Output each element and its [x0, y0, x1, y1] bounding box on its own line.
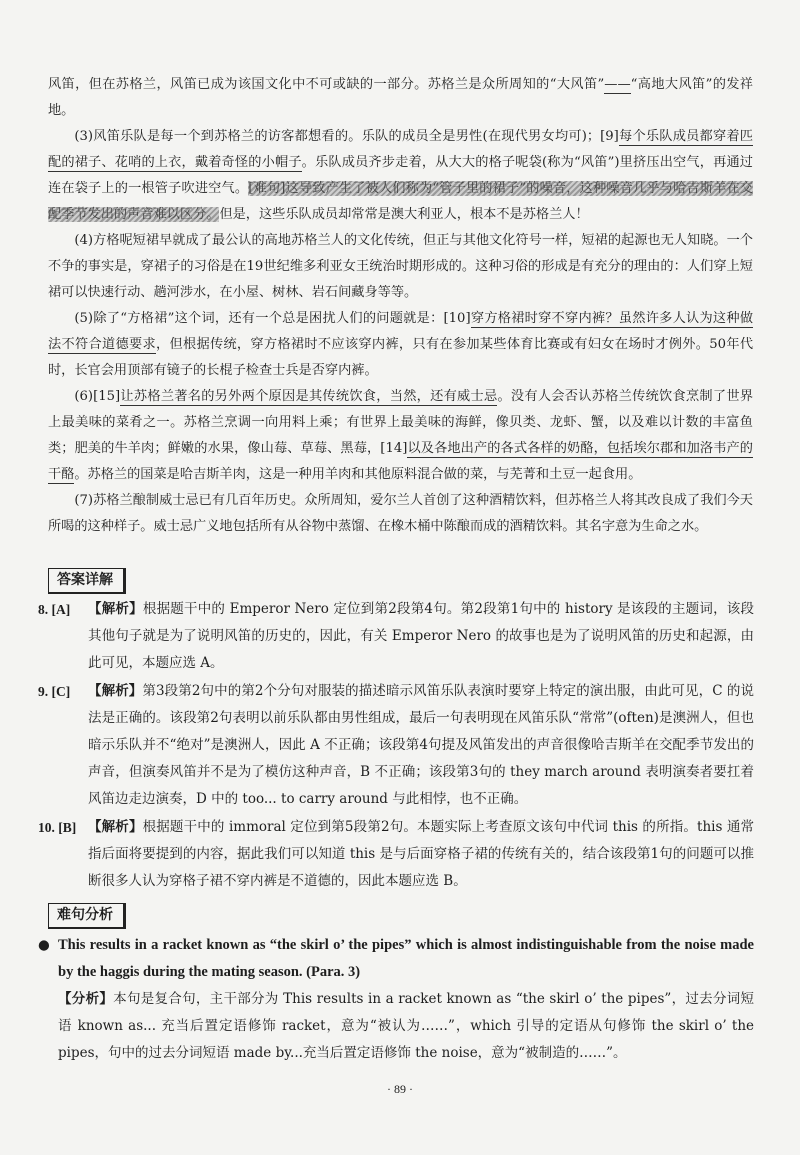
text-span: “高地大风笛”的发祥地。: [48, 77, 753, 118]
translation-section: [48, 72, 753, 540]
translation-paragraph: [48, 72, 753, 124]
analysis-tag: 【解析】: [88, 683, 143, 699]
difficult-sentence-text: This results in a racket known as “the skirl o’ the pipes” which is almost indistinguishable from the noise made by the haggis during the mating season. (Para. 3): [58, 937, 754, 980]
analysis-tag: 【解析】: [88, 819, 143, 835]
analysis-tag: 【解析】: [88, 601, 143, 617]
difficult-sentence-row: [38, 932, 754, 986]
answer-body: [88, 678, 754, 813]
translation-paragraph: (4)方格呢短裙早就成了最公认的高地苏格兰人的文化传统，但正与其他文化符号一样，短裙的起源也无人知晓。一个不争的事实是，穿裙子的习俗是在19世纪维多利亚女王统治时期形成的。这种习俗的形成是有充分的理由的：人们穿上短裙可以快速行动、趟河涉水，在小屋、树林、岩石间藏身等等。: [48, 233, 753, 300]
underlined-text: 每个乐队成员都穿着匹配的裙子、花哨的上衣，戴着奇怪的小帽子: [48, 129, 753, 170]
answer-number: 8. [A]: [38, 602, 71, 617]
underlined-text: ——: [604, 77, 631, 92]
bullet-icon: ●: [38, 937, 50, 953]
answer-body: [88, 596, 754, 677]
answer-text: 根据题干中的 immoral 定位到第5段第2句。本题实际上考查原文该句中代词 this 的所指。this 通常指后面将要提到的内容，据此我们可以知道 this 是与后面穿格子裙的传统有关的，结合该段第1句的问题可以推断很多人认为穿格子裙不穿内裤是不道德的，因此本题应选 B。: [88, 819, 755, 889]
answer-item: [38, 814, 754, 895]
text-span: 但是，这些乐队成员却常常是澳大利亚人，根本不是苏格兰人！: [219, 207, 589, 222]
difficult-sentence-section: [38, 932, 754, 1067]
text-span: ，但根据传统，穿方格裙时不应该穿内裤，只有在参加某些体育比赛或有妇女在场时才例外。50年代时，长官会用顶部有镜子的长棍子检查士兵是否穿内裤。: [48, 337, 754, 378]
analysis-tag: 【分析】: [58, 991, 114, 1007]
difficult-sentence-analysis: [38, 986, 754, 1067]
answer-item: [38, 596, 754, 677]
translation-paragraph: [48, 306, 753, 384]
underlined-text: 让苏格兰著名的另外两个原因是其传统饮食，当然，还有威士忌: [120, 389, 498, 404]
answer-item: [38, 678, 754, 813]
text-span: (6)[15]: [74, 389, 121, 404]
answer-text: 第3段第2句中的第2个分句对服装的描述暗示风笛乐队表演时要穿上特定的演出服，由此可见，C 的说法是正确的。该段第2句表明以前乐队都由男性组成，最后一句表明现在风笛乐队“常常”(often)是澳洲人，但也暗示乐队并不“绝对”是澳洲人，因此 A 不正确；该段第4句提及风笛发出的声音很像哈吉斯羊在交配季节发出的声音，但演奏风笛并不是为了模仿这种声音，B 不正确；该段第3句的 they march around 表明演奏者要扛着风笛边走边演奏，D 中的 too... to carry around 与此相悖，也不正确。: [88, 683, 755, 807]
page-number: · 89 ·: [387, 1082, 413, 1096]
highlighted-difficult-sentence: [难句]这导致产生了被人们称为“管子里的裙子”的噪音，这种噪音几乎与哈吉斯羊在交配季节发出的声音难以区分。: [48, 181, 753, 222]
answers-heading: 答案详解: [48, 568, 126, 594]
text-span: 。苏格兰的国菜是哈吉斯羊肉，这是一种用羊肉和其他原料混合做的菜，与芜菁和土豆一起食用。: [74, 467, 642, 482]
underlined-text: 以及各地出产的各式各样的奶酪，包括埃尔郡和加洛韦产的干酪: [48, 441, 753, 482]
answer-body: [88, 814, 754, 895]
translation-paragraph: [48, 384, 753, 488]
difficult-sentence-heading: 难句分析: [48, 903, 126, 929]
translation-paragraph: [48, 124, 753, 228]
answer-number: 10. [B]: [38, 820, 77, 835]
text-span: 。没有人会否认苏格兰传统饮食烹制了世界上最美味的菜肴之一。苏格兰烹调一向用料上乘；有世界上最美味的海鲜，像贝类、龙虾、蟹，以及难以计数的丰富鱼类；肥美的牛羊肉；鲜嫩的水果，像山莓、草莓、黑莓，[14]: [48, 389, 754, 456]
text-span: (3)风笛乐队是每一个到苏格兰的访客都想看的。乐队的成员全是男性(在现代男女均可)；[9]: [74, 129, 619, 144]
underlined-text: 穿方格裙时穿不穿内裤？虽然许多人认为这种做法不符合道德要求: [48, 311, 754, 352]
text-span: 风笛，但在苏格兰，风笛已成为该国文化中不可或缺的一部分。苏格兰是众所周知的“大风笛”: [48, 77, 605, 92]
analysis-text: 本句是复合句，主干部分为 This results in a racket known as “the skirl o’ the pipes”，过去分词短语 known as... 充当后置定语修饰 racket，意为“被认为……”，which 引导的定语从句修饰 the skirl o’ the pipes，句中的过去分词短语 made by...充当后置定语修饰 the noise，意为“被制造的……”。: [58, 991, 755, 1061]
text-span: 。乐队成员齐步走着，从大大的格子呢袋(称为“风笛”)里挤压出空气，再通过连在袋子上的一根管子吹进空气。: [48, 155, 753, 196]
answers-section: [38, 596, 754, 896]
text-span: (5)除了“方格裙”这个词，还有一个总是困扰人们的问题就是：[10]: [74, 311, 471, 326]
translation-paragraph: (7)苏格兰酿制威士忌已有几百年历史。众所周知，爱尔兰人首创了这种酒精饮料，但苏格兰人将其改良成了我们今天所喝的这种样子。威士忌广义地包括所有从谷物中蒸馏、在橡木桶中陈酿而成的酒精饮料。其名字意为生命之水。: [48, 493, 753, 534]
answer-number: 9. [C]: [38, 684, 71, 699]
answer-text: 根据题干中的 Emperor Nero 定位到第2段第4句。第2段第1句中的 history 是该段的主题词，该段其他句子就是为了说明风笛的历史的，因此，有关 Emperor Nero 的故事也是为了说明风笛的历史和起源，由此可见，本题应选 A。: [88, 601, 755, 671]
